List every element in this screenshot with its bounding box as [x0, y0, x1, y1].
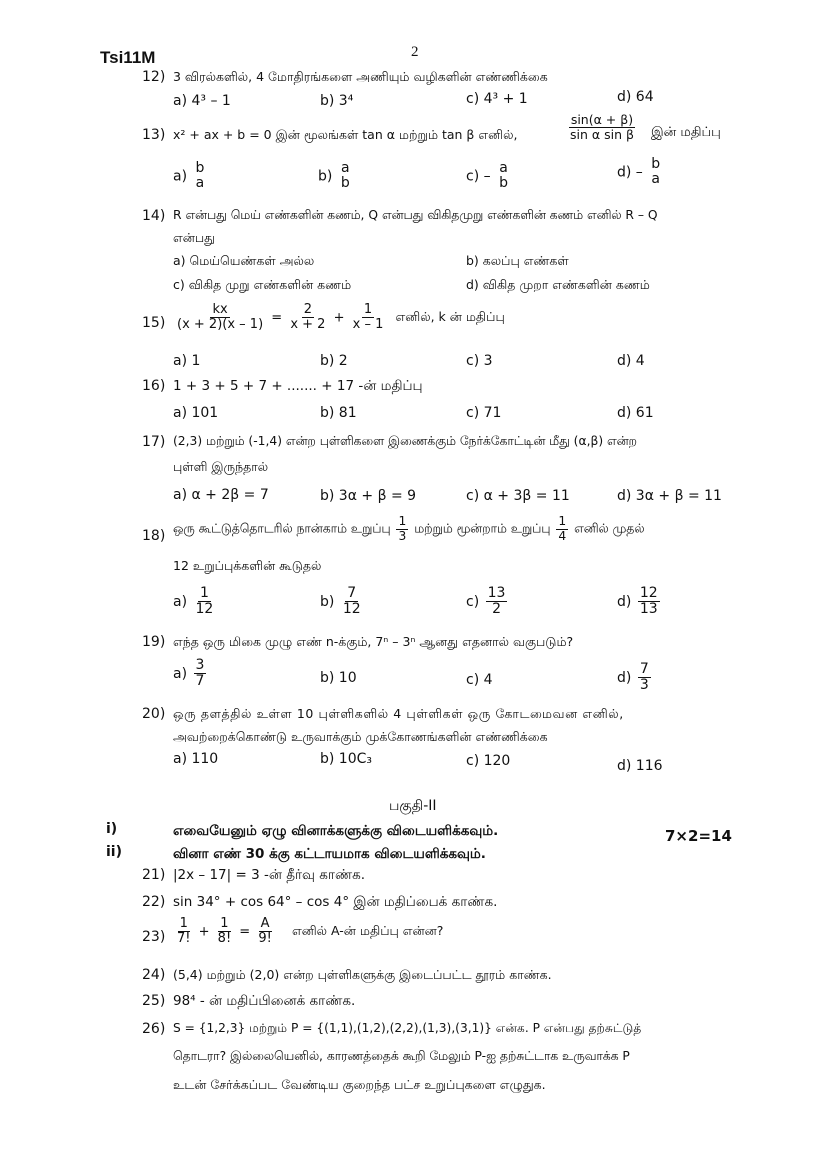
instruction-1-marker: i)	[106, 821, 118, 837]
denominator: 8!	[217, 931, 232, 947]
option-c: c) 71	[466, 405, 502, 421]
option-b: b) 3⁴	[320, 93, 354, 109]
question-text-line2: என்பது	[173, 230, 216, 245]
question-number: 23)	[142, 929, 166, 945]
question-number: 24)	[142, 967, 166, 983]
term1-numerator: 2	[303, 302, 313, 317]
question-text-line1: S = {1,2,3} மற்றும் P = {(1,1),(1,2),(2,2),(1,3),(3,1)} என்க. P என்பது தற்சுட்டுத்	[173, 1021, 642, 1035]
question-number: 14)	[142, 208, 166, 224]
numerator: 1	[179, 916, 188, 931]
question-text: sin 34° + cos 64° – cos 4° இன் மதிப்பைக் காண்க.	[173, 894, 498, 910]
numerator: 1	[220, 916, 229, 931]
option-c: c) 120	[466, 753, 511, 769]
denominator: 3	[639, 677, 649, 694]
question-suffix: எனில் A-ன் மதிப்பு என்ன?	[291, 923, 444, 939]
question-text-line1: (2,3) மற்றும் (-1,4) என்ற புள்ளிகளை இணைக்கும் நேர்க்கோட்டின் மீது (α,β) என்ற	[173, 434, 637, 448]
equation	[173, 917, 443, 947]
text-part-3: எனில் முதல்	[574, 521, 645, 536]
option-label: b)	[320, 593, 335, 610]
option-d	[617, 157, 664, 188]
option-a: a) 110	[173, 751, 219, 767]
plus-sign: +	[198, 924, 210, 940]
option-c: c) 4³ + 1	[466, 91, 528, 107]
option-d: d) 116	[617, 758, 663, 774]
option-c: c) 3	[466, 353, 493, 369]
option-a: a) 1	[173, 353, 201, 369]
numerator: a	[499, 160, 508, 176]
question-text-line1: ஒரு தளத்தில் உள்ள 10 புள்ளிகளில் 4 புள்ளிகள் ஒரு கோடமைவன எனில்,	[173, 706, 624, 721]
numerator: 7	[639, 661, 649, 677]
equation	[173, 303, 505, 333]
marks-allocation: 7×2=14	[665, 827, 732, 845]
section-title: பகுதி-II	[389, 798, 437, 814]
question-text-line2: 12 உறுப்புக்களின் கூடுதல்	[173, 558, 322, 573]
lhs-numerator: kx	[212, 302, 228, 317]
option-a: a) 4³ – 1	[173, 93, 231, 109]
paper-code: Tsi11M	[100, 48, 156, 67]
denominator: 9!	[258, 931, 272, 947]
option-b: b) 81	[320, 405, 357, 421]
denominator: 13	[639, 601, 658, 618]
numerator: 1	[558, 514, 567, 528]
question-number: 12)	[142, 69, 166, 85]
question-text-line2: புள்ளி இருந்தால்	[173, 459, 269, 474]
denominator: 3	[398, 528, 407, 543]
question-text: 1 + 3 + 5 + 7 + ....... + 17 -ன் மதிப்பு	[173, 378, 423, 394]
question-text: 98⁴ - ன் மதிப்பினைக் காண்க.	[173, 993, 356, 1009]
denominator: 7	[195, 673, 205, 690]
option-d	[617, 662, 653, 694]
option-label: a)	[173, 665, 188, 682]
numerator: b	[195, 160, 205, 176]
option-label: c) –	[466, 168, 491, 185]
option-label: d)	[617, 593, 632, 610]
question-number: 25)	[142, 993, 166, 1009]
question-number: 13)	[142, 127, 166, 143]
option-c	[466, 161, 512, 192]
option-d: d) 61	[617, 405, 654, 421]
question-text-line2: அவற்றைக்கொண்டு உருவாக்கும் முக்கோணங்களின் எண்ணிக்கை	[173, 729, 548, 744]
lhs-denominator: (x + 2)(x – 1)	[177, 317, 264, 333]
option-label: d)	[617, 669, 632, 686]
question-number: 26)	[142, 1021, 166, 1037]
plus-sign: +	[333, 310, 345, 326]
expr-numerator: sin(α + β)	[570, 112, 634, 127]
option-b: b) கலப்பு எண்கள்	[466, 253, 569, 268]
question-suffix: இன் மதிப்பு	[651, 125, 721, 140]
denominator: 4	[558, 528, 567, 543]
expr-denominator: sin α sin β	[570, 126, 634, 142]
option-a: a) α + 2β = 7	[173, 487, 269, 503]
question-text: 3 விரல்களில், 4 மோதிரங்களை அணியும் வழிகளின் எண்ணிக்கை	[173, 69, 548, 84]
expression	[566, 113, 638, 142]
term2-denominator: x – 1	[352, 317, 384, 333]
option-a	[173, 586, 217, 618]
option-d	[617, 586, 662, 618]
option-label: a)	[173, 168, 188, 185]
numerator: 13	[487, 585, 506, 601]
question-text-line2: தொடரா? இல்லையெனில், காரணத்தைக் கூறி மேலும் P-ஐ தற்சுட்டாக உருவாக்க P	[173, 1049, 630, 1063]
text-part-1: ஒரு கூட்டுத்தொடரில் நான்காம் உறுப்பு	[173, 521, 391, 536]
numerator: a	[340, 160, 350, 176]
instruction-2-text: வினா எண் 30 க்கு கட்டாயமாக விடையளிக்கவும்.	[173, 846, 486, 862]
option-b	[320, 586, 365, 618]
term2-numerator: 1	[363, 302, 373, 317]
term1-denominator: x + 2	[290, 317, 326, 333]
denominator: b	[340, 175, 350, 192]
equals-sign: =	[271, 310, 283, 326]
numerator: A	[260, 916, 270, 931]
denominator: b	[499, 175, 508, 192]
denominator: a	[195, 175, 205, 192]
option-c: c) விகித முறு எண்களின் கணம்	[173, 277, 352, 292]
option-c: c) 4	[466, 672, 493, 688]
equals-sign: =	[239, 924, 251, 940]
question-number: 21)	[142, 867, 166, 883]
page-number: 2	[411, 44, 419, 60]
question-number: 16)	[142, 378, 166, 394]
numerator: 1	[199, 585, 209, 601]
option-a	[173, 161, 208, 192]
question-text: (5,4) மற்றும் (2,0) என்ற புள்ளிகளுக்கு இடைப்பட்ட தூரம் காண்க.	[173, 967, 552, 982]
option-label: b)	[318, 168, 333, 185]
question-number: 18)	[142, 528, 166, 544]
denominator: 12	[342, 601, 361, 618]
numerator: 7	[347, 585, 357, 601]
question-text-line1: R என்பது மெய் எண்களின் கணம், Q என்பது விகிதமுறு எண்களின் கணம் எனில் R – Q	[173, 208, 658, 222]
option-d: d) 64	[617, 89, 654, 105]
question-text-line3: உடன் சேர்க்கப்பட வேண்டிய குறைந்த பட்ச உறுப்புகளை எழுதுக.	[173, 1077, 546, 1092]
denominator: a	[651, 171, 660, 188]
option-b: b) 10C₃	[320, 751, 373, 767]
question-number: 17)	[142, 434, 166, 450]
numerator: 1	[398, 514, 407, 528]
instruction-1-text: எவையேனும் ஏழு வினாக்களுக்கு விடையளிக்கவும்.	[173, 823, 499, 839]
denominator: 12	[195, 601, 214, 618]
question-number: 15)	[142, 315, 166, 331]
option-a: a) 101	[173, 405, 219, 421]
option-label: d) –	[617, 164, 643, 181]
option-b: b) 10	[320, 670, 357, 686]
question-text-line1	[173, 515, 644, 543]
option-d: d) 3α + β = 11	[617, 488, 722, 504]
text-part-2: மற்றும் மூன்றாம் உறுப்பு	[414, 521, 551, 536]
option-a	[173, 658, 208, 690]
option-label: a)	[173, 593, 188, 610]
instruction-2-marker: ii)	[106, 844, 122, 860]
option-b: b) 2	[320, 353, 348, 369]
denominator: 2	[492, 601, 501, 618]
question-number: 20)	[142, 706, 166, 722]
option-b: b) 3α + β = 9	[320, 488, 417, 504]
option-d: d) விகித முறா எண்களின் கணம்	[466, 277, 650, 292]
numerator: 12	[639, 585, 658, 601]
numerator: b	[651, 156, 661, 172]
option-b	[318, 161, 354, 192]
option-c	[466, 586, 509, 618]
question-text: x² + ax + b = 0 இன் மூலங்கள் tan α மற்றும் tan β எனில்,	[173, 127, 518, 142]
question-text: |2x – 17| = 3 -ன் தீர்வு காண்க.	[173, 867, 366, 883]
question-number: 22)	[142, 894, 166, 910]
question-number: 19)	[142, 634, 166, 650]
question-suffix: எனில், k ன் மதிப்பு	[395, 309, 505, 325]
denominator: 7!	[177, 931, 191, 947]
option-label: c)	[466, 593, 480, 610]
option-d: d) 4	[617, 353, 645, 369]
option-c: c) α + 3β = 11	[466, 488, 570, 504]
numerator: 3	[195, 657, 205, 673]
option-a: a) மெய்யெண்கள் அல்ல	[173, 253, 315, 268]
question-text: எந்த ஒரு மிகை முழு எண் n-க்கும், 7ⁿ – 3ⁿ ஆனது எதனால் வகுபடும்?	[173, 634, 574, 649]
